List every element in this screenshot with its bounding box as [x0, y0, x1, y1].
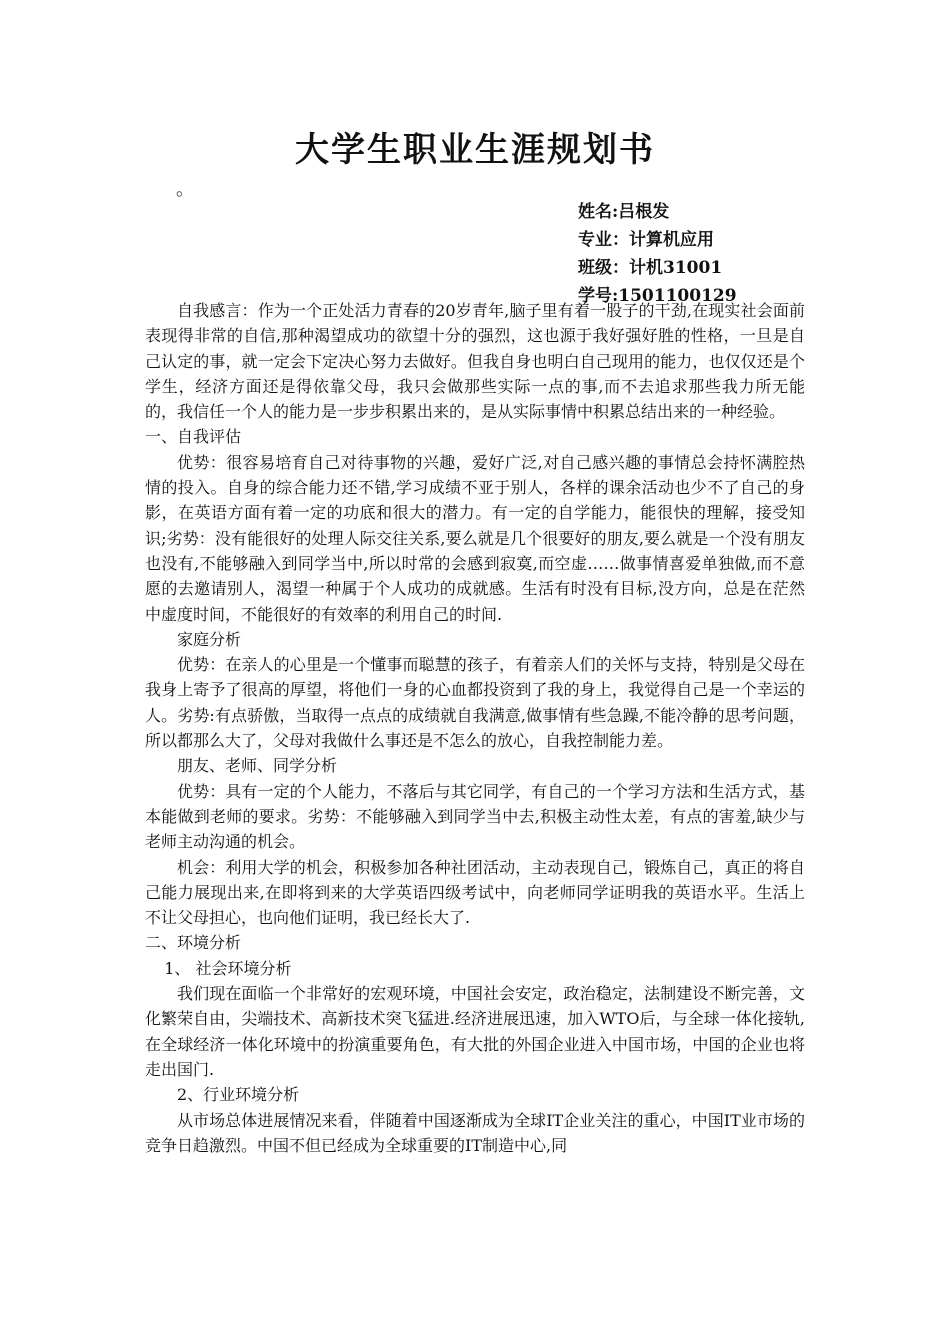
- paragraph-industry-environment: 从市场总体进展情况来看，伴随着中国逐渐成为全球IT企业关注的重心，中国IT业市场的竞争日趋激烈。中国不但已经成为全球重要的IT制造中心,同: [145, 1110, 805, 1155]
- subheading-social-environment: 1、 社会环境分析: [164, 958, 292, 978]
- subheading-social-analysis: 朋友、老师、同学分析: [177, 756, 338, 776]
- paragraph-self-statement: 自我感言：作为一个正处活力青春的20岁青年,脑子里有着一股子的干劲,在现实社会面前表现得非常的自信,那种渴望成功的欲望十分的强烈，这也源于我好强好胜的性格，一旦是自己认定的事，就一定会下定决心努力去做好。但我自身也明白自己现用的能力，也仅仅还是个学生，经济方面还是得依靠父母，我只会做那些实际一点的事,而不去追求那些我力所无能的，我信任一个人的能力是一步步积累出来的，是从实际事情中积累总结出来的一种经验。: [145, 301, 805, 422]
- document-title: 大学生职业生涯规划书: [295, 130, 655, 170]
- document-body: [145, 298, 805, 1158]
- student-info-block: [578, 198, 737, 310]
- heading-self-assessment: 一、自我评估: [145, 427, 242, 447]
- paragraph-social-environment: 我们现在面临一个非常好的宏观环境，中国社会安定，政治稳定，法制建设不断完善，文化繁荣自由，尖端技术、高新技术突飞猛进.经济进展迅速，加入WTO后，与全球一体化接轨,在全球经济一体化环境中的扮演重要角色，有大批的外国企业进入中国市场，中国的企业也将走出国门.: [145, 984, 805, 1079]
- stray-dot: 。: [176, 179, 194, 200]
- paragraph-family-analysis: 优势：在亲人的心里是一个懂事而聪慧的孩子，有着亲人们的关怀与支持，特别是父母在我身上寄予了很高的厚望，将他们一身的心血都投资到了我的身上，我觉得自己是一个幸运的人。劣势:有点骄傲，当取得一点点的成绩就自我满意,做事情有些急躁,不能冷静的思考问题，所以都那么大了，父母对我做什么事还是不怎么的放心，自我控制能力差。: [145, 655, 805, 751]
- student-class: 班级：计机31001: [578, 258, 723, 278]
- student-id: 学号:1501100129: [578, 286, 737, 306]
- heading-environment-analysis: 二、环境分析: [145, 933, 242, 953]
- subheading-industry-environment: 2、行业环境分析: [177, 1085, 300, 1105]
- paragraph-strengths-weaknesses: 优势：很容易培育自己对待事物的兴趣，爱好广泛,对自己感兴趣的事情总会持怀满腔热情的投入。自身的综合能力还不错,学习成绩不亚于别人，各样的课余活动也少不了自己的身影，在英语方面有着一定的功底和很大的潜力。有一定的自学能力，能很快的理解，接受知识;劣势：没有能很好的处理人际交往关系,要么就是几个很要好的朋友,要么就是一个没有朋友也没有,不能够融入到同学当中,所以时常的会感到寂寞,而空虚……做事情喜爱单独做,而不意愿的去邀请别人，渴望一种属于个人成功的成就感。生活有时没有目标,没方向，总是在茫然中虚度时间，不能很好的有效率的利用自己的时间.: [145, 452, 805, 624]
- student-name: 姓名:吕根发: [578, 202, 670, 222]
- paragraph-social-analysis: 优势：具有一定的个人能力，不落后与其它同学，有自己的一个学习方法和生活方式，基本能做到老师的要求。劣势：不能够融入到同学当中去,积极主动性太差，有点的害羞,缺少与老师主动沟通的机会。: [145, 781, 805, 852]
- student-major: 专业：计算机应用: [578, 230, 714, 250]
- paragraph-opportunities: 机会：利用大学的机会，积极参加各种社团活动，主动表现自己，锻炼自己，真正的将自己能力展现出来,在即将到来的大学英语四级考试中，向老师同学证明我的英语水平。生活上不让父母担心，也向他们证明，我已经长大了.: [145, 857, 805, 928]
- subheading-family-analysis: 家庭分析: [177, 629, 242, 649]
